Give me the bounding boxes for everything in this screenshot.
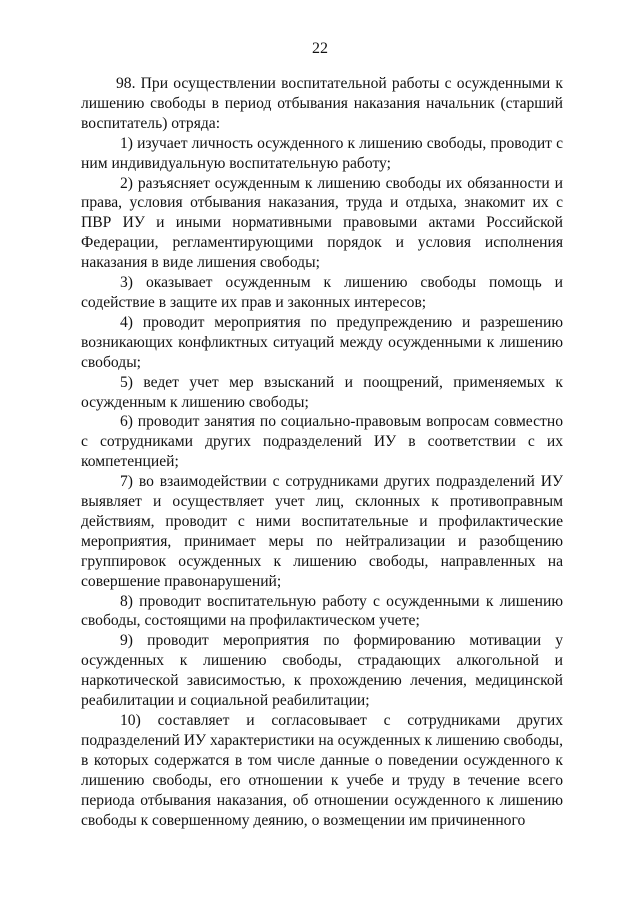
paragraph-item-3: 3) оказывает осужденным к лишению свободы помощь и содействие в защите их прав и законных интересов;	[81, 274, 563, 311]
paragraph-item-5: 5) ведет учет мер взысканий и поощрений, применяемых к осужденным к лишению свободы;	[81, 373, 563, 411]
paragraph-item-9: 9) проводит мероприятия по формированию мотивации у осужденных к лишению свободы, страдающих алкогольной и наркотической зависимостью, к прохождению лечения, медицинской реабилитации и социальной реабилитации;	[81, 632, 563, 710]
paragraph-item-6: 6) проводит занятия по социально-правовым вопросам совместно с сотрудниками других подразделений ИУ в соответствии с их компетенцией;	[81, 413, 563, 471]
page-number: 22	[312, 40, 328, 57]
paragraph-item-10: 10) составляет и согласовывает с сотрудниками других подразделений ИУ характеристики на осужденных к лишению свободы, в которых содержатся в том числе данные о поведении осужденного к лишению свободы, его отношении к учебе и труду в течение всего периода отбывания наказания, об отношении осужденного к лишению свободы к совершенному деянию, о возмещении им причиненного	[81, 712, 563, 829]
paragraph-98-intro: 98. При осуществлении воспитательной работы с осужденными к лишению свободы в период отбывания наказания начальник (старший воспитатель) отряда:	[81, 75, 563, 132]
paragraph-item-2: 2) разъясняет осужденным к лишению свободы их обязанности и права, условия отбывания наказания, труда и отдыха, знакомит их с ПВР ИУ и иными нормативными правовыми актами Российской Федерации, регламентирующими порядок и условия исполнения наказания в виде лишения свободы;	[81, 174, 563, 272]
paragraph-item-4: 4) проводит мероприятия по предупреждению и разрешению возникающих конфликтных ситуаций между осужденными к лишению свободы;	[81, 313, 563, 371]
document-body	[81, 74, 563, 830]
paragraph-item-7: 7) во взаимодействии с сотрудниками других подразделений ИУ выявляет и осуществляет учет лиц, склонных к противоправным действиям, проводит с ними воспитательные и профилактические мероприятия, принимает меры по нейтрализации и разобщению группировок осужденных к лишению свободы, направленных на совершение правонарушений;	[81, 473, 563, 590]
paragraph-item-8: 8) проводит воспитательную работу с осужденными к лишению свободы, состоящими на профилактическом учете;	[81, 592, 563, 630]
paragraph-item-1: 1) изучает личность осужденного к лишению свободы, проводит с ним индивидуальную воспитательную работу;	[81, 134, 563, 172]
